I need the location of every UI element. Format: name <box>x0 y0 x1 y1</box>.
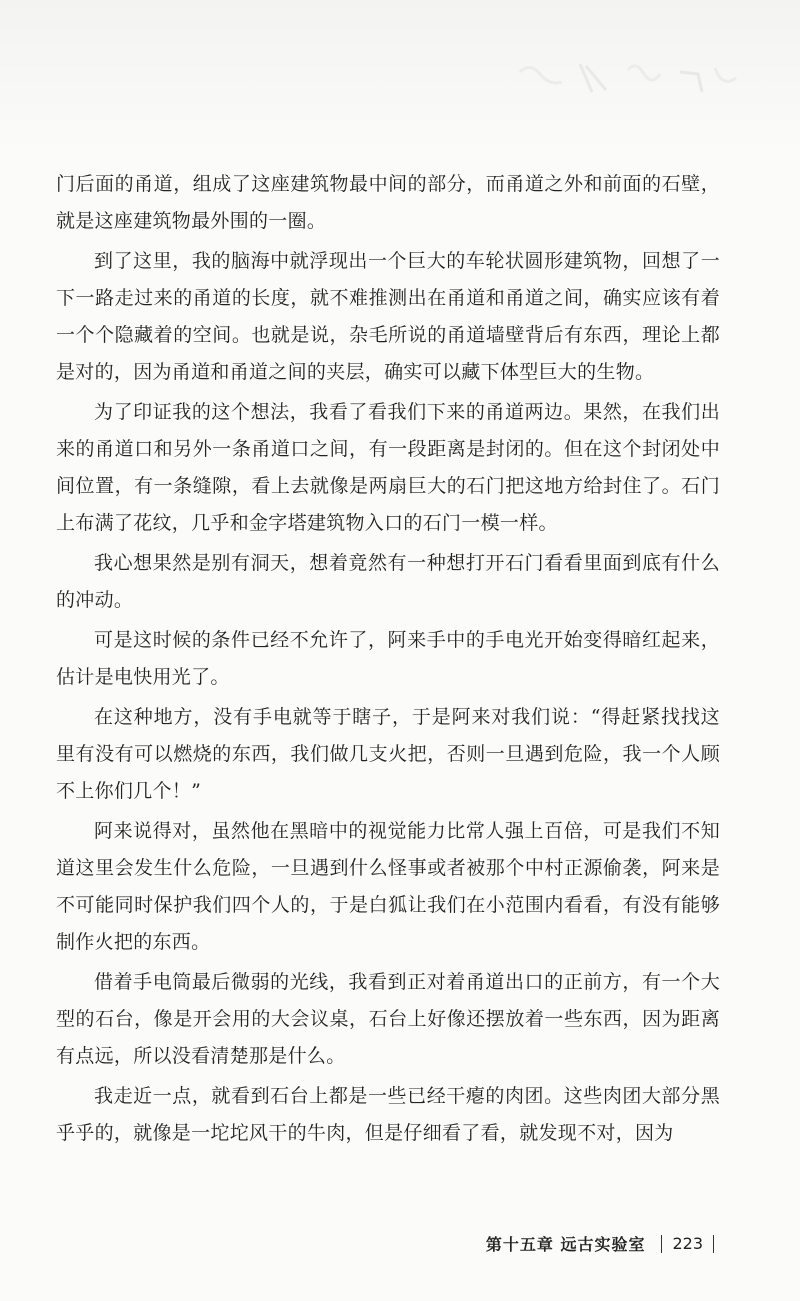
paragraph: 我心想果然是别有洞天，想着竟然有一种想打开石门看看里面到底有什么的冲动。 <box>56 552 720 611</box>
chapter-title: 第十五章 远古实验室 <box>485 1235 646 1254</box>
paragraph: 到了这里，我的脑海中就浮现出一个巨大的车轮状圆形建筑物，回想了一下一路走过来的甬道的长度，就不难推测出在甬道和甬道之间，确实应该有着一个个隐藏着的空间。也就是说，杂毛所说的甬道墙壁背后有东西，理论上都是对的，因为甬道和甬道之间的夹层，确实可以藏下体型巨大的生物。 <box>56 250 720 383</box>
paragraph: 阿来说得对，虽然他在黑暗中的视觉能力比常人强上百倍，可是我们不知道这里会发生什么危险，一旦遇到什么怪事或者被那个中村正源偷袭，阿来是不可能同时保护我们四个人的，于是白狐让我们在小范围内看看，有没有能够制作火把的东西。 <box>56 820 720 953</box>
page-number: 223 <box>672 1234 703 1253</box>
body-text <box>56 166 720 1155</box>
paragraph: 可是这时候的条件已经不允许了，阿来手中的手电光开始变得暗红起来，估计是电快用光了。 <box>56 629 720 688</box>
page-footer <box>486 1232 714 1255</box>
footer-divider <box>713 1235 714 1253</box>
paragraph: 门后面的甬道，组成了这座建筑物最中间的部分，而甬道之外和前面的石壁，就是这座建筑物最外围的一圈。 <box>56 173 720 232</box>
faded-header-decoration <box>510 52 760 112</box>
paragraph: 在这种地方，没有手电就等于瞎子，于是阿来对我们说：“得赶紧找找这里有没有可以燃烧的东西，我们做几支火把，否则一旦遇到危险，我一个人顾不上你们几个！” <box>56 706 720 802</box>
paragraph: 为了印证我的这个想法，我看了看我们下来的甬道两边。果然，在我们出来的甬道口和另外一条甬道口之间，有一段距离是封闭的。但在这个封闭处中间位置，有一条缝隙，看上去就像是两扇巨大的石门把这地方给封住了。石门上布满了花纹，几乎和金字塔建筑物入口的石门一模一样。 <box>56 401 720 534</box>
footer-divider <box>661 1235 662 1253</box>
paragraph: 借着手电筒最后微弱的光线，我看到正对着甬道出口的正前方，有一个大型的石台，像是开会用的大会议桌，石台上好像还摆放着一些东西，因为距离有点远，所以没看清楚那是什么。 <box>56 971 720 1067</box>
paragraph: 我走近一点，就看到石台上都是一些已经干瘪的肉团。这些肉团大部分黑乎乎的，就像是一坨坨风干的牛肉，但是仔细看了看，就发现不对，因为 <box>56 1085 720 1144</box>
